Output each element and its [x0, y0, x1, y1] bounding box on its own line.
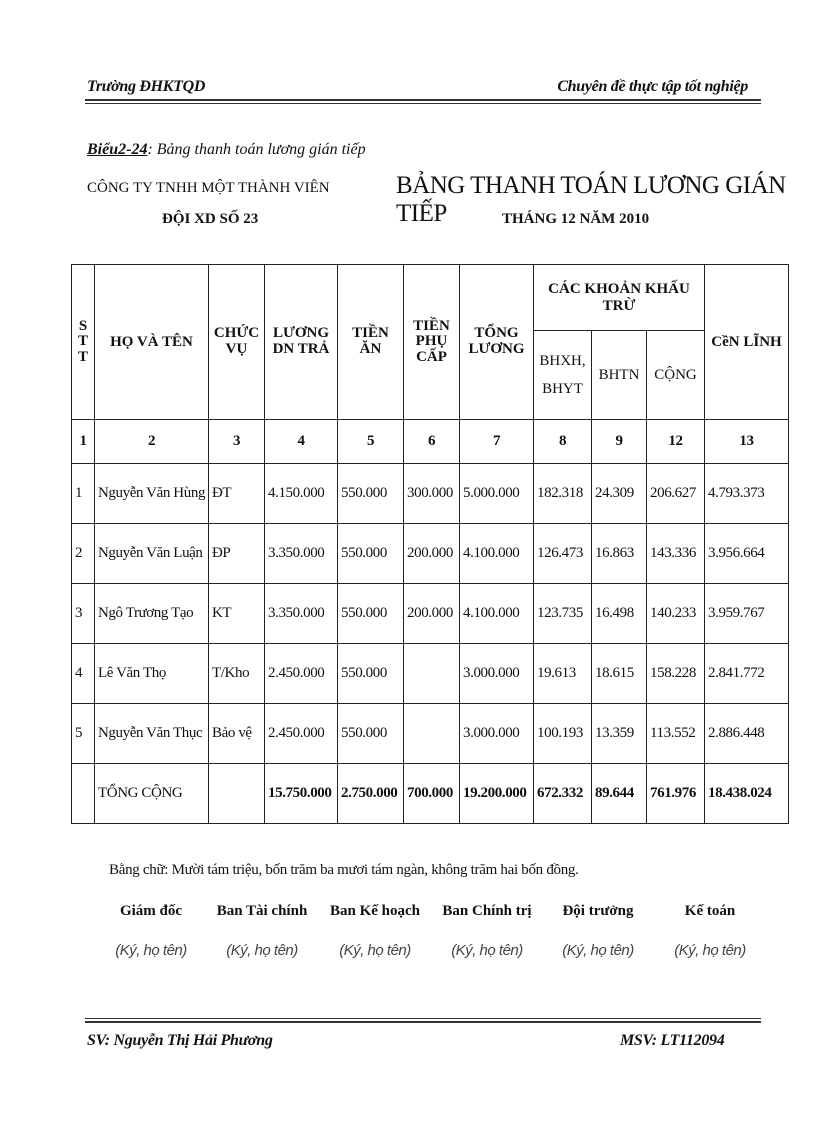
row-position: Bảo vệ: [209, 703, 265, 763]
document-period: THÁNG 12 NĂM 2010: [502, 211, 650, 227]
total-bhxh: 672.332: [534, 763, 592, 823]
payroll-table: [71, 264, 789, 824]
row-stt: 5: [72, 703, 95, 763]
header-rule: [85, 99, 761, 101]
col-number: 3: [209, 420, 265, 463]
signature-note: (Ký, họ tên): [451, 942, 523, 959]
signature-title-accountant: Kế toán: [684, 903, 736, 919]
header-cong: CỘNG: [647, 331, 705, 420]
row-bhxh: 123.735: [534, 583, 592, 643]
signature-note: (Ký, họ tên): [115, 942, 187, 959]
header-salary: LƯƠNG DN TRẢ: [265, 265, 338, 420]
row-net: 2.841.772: [705, 643, 789, 703]
col-number: 12: [647, 420, 705, 463]
table-caption: [87, 141, 366, 159]
company-name: CÔNG TY TNHH MỘT THÀNH VIÊN: [87, 180, 330, 196]
caption-text: : Bảng thanh toán lương gián tiếp: [147, 141, 366, 158]
header-net: CềN LĨNH: [705, 265, 789, 420]
header-position: CHỨC VỤ: [209, 265, 265, 420]
footer-rule-thin: [85, 1018, 761, 1019]
row-position: KT: [209, 583, 265, 643]
row-stt: 3: [72, 583, 95, 643]
row-total: 3.000.000: [460, 643, 534, 703]
total-label: TỔNG CỘNG: [95, 763, 209, 823]
row-cong: 206.627: [647, 463, 705, 523]
header-bhxh: BHXH, BHYT: [534, 331, 592, 420]
amount-in-words: Bằng chữ: Mười tám triệu, bốn trăm ba mươi tám ngàn, không trăm hai bốn đồng.: [109, 862, 579, 878]
table-row: [72, 463, 789, 523]
signature-note: (Ký, họ tên): [674, 942, 746, 959]
col-number: 6: [404, 420, 460, 463]
row-cong: 140.233: [647, 583, 705, 643]
header-bhtn: BHTN: [592, 331, 647, 420]
header-report-type: Chuyên đề thực tập tốt nghiệp: [557, 78, 748, 95]
total-bhtn: 89.644: [592, 763, 647, 823]
row-meal: 550.000: [338, 523, 404, 583]
table-row: [72, 583, 789, 643]
signature-title-director: Giám đốc: [119, 903, 183, 919]
header-name: HỌ VÀ TÊN: [95, 265, 209, 420]
row-meal: 550.000: [338, 703, 404, 763]
row-salary: 3.350.000: [265, 583, 338, 643]
total-total: 19.200.000: [460, 763, 534, 823]
total-position-cell: [209, 763, 265, 823]
header-allowance: TIỀN PHỤ CẤP: [404, 265, 460, 420]
row-cong: 113.552: [647, 703, 705, 763]
total-salary: 15.750.000: [265, 763, 338, 823]
row-bhtn: 13.359: [592, 703, 647, 763]
row-bhxh: 19.613: [534, 643, 592, 703]
row-salary: 2.450.000: [265, 703, 338, 763]
row-total: 4.100.000: [460, 583, 534, 643]
row-bhtn: 18.615: [592, 643, 647, 703]
row-position: ĐP: [209, 523, 265, 583]
row-allowance: [404, 643, 460, 703]
row-bhxh: 182.318: [534, 463, 592, 523]
col-number: 7: [460, 420, 534, 463]
row-position: ĐT: [209, 463, 265, 523]
col-number: 1: [72, 420, 95, 463]
header-stt: S T T: [72, 265, 95, 420]
signature-title-finance: Ban Tài chính: [216, 903, 308, 919]
row-bhtn: 16.863: [592, 523, 647, 583]
footer-student: SV: Nguyễn Thị Hải Phương: [87, 1032, 273, 1049]
signature-note: (Ký, họ tên): [226, 942, 298, 959]
row-bhxh: 126.473: [534, 523, 592, 583]
total-meal: 2.750.000: [338, 763, 404, 823]
row-total: 3.000.000: [460, 703, 534, 763]
row-salary: 3.350.000: [265, 523, 338, 583]
total-row: [72, 763, 789, 823]
row-cong: 158.228: [647, 643, 705, 703]
signature-note: (Ký, họ tên): [562, 942, 634, 959]
row-allowance: [404, 703, 460, 763]
row-net: 3.956.664: [705, 523, 789, 583]
table-row: [72, 643, 789, 703]
col-number: 9: [592, 420, 647, 463]
footer-rule: [85, 1021, 761, 1023]
row-name: Nguyễn Văn Thục: [95, 703, 209, 763]
row-name: Ngô Trương Tạo: [95, 583, 209, 643]
total-stt-cell: [72, 763, 95, 823]
row-bhtn: 24.309: [592, 463, 647, 523]
row-meal: 550.000: [338, 583, 404, 643]
row-bhtn: 16.498: [592, 583, 647, 643]
table-row: [72, 523, 789, 583]
footer-student-id: MSV: LT112094: [620, 1032, 725, 1049]
header-school: Trường ĐHKTQD: [87, 78, 206, 95]
header-meal: TIỀN ĂN: [338, 265, 404, 420]
header-rule-thin: [85, 103, 761, 104]
total-cong: 761.976: [647, 763, 705, 823]
row-cong: 143.336: [647, 523, 705, 583]
row-bhxh: 100.193: [534, 703, 592, 763]
row-total: 4.100.000: [460, 523, 534, 583]
row-salary: 2.450.000: [265, 643, 338, 703]
row-name: Lê Văn Thọ: [95, 643, 209, 703]
total-allowance: 700.000: [404, 763, 460, 823]
col-number: 5: [338, 420, 404, 463]
row-net: 4.793.373: [705, 463, 789, 523]
row-stt: 1: [72, 463, 95, 523]
row-stt: 2: [72, 523, 95, 583]
row-meal: 550.000: [338, 463, 404, 523]
signature-note: (Ký, họ tên): [339, 942, 411, 959]
row-position: T/Kho: [209, 643, 265, 703]
row-name: Nguyễn Văn Luận: [95, 523, 209, 583]
caption-label: Biểu2-24: [87, 141, 148, 158]
signature-title-team-leader: Đội trưởng: [562, 903, 634, 919]
header-total: TỔNG LƯƠNG: [460, 265, 534, 420]
row-total: 5.000.000: [460, 463, 534, 523]
row-meal: 550.000: [338, 643, 404, 703]
row-net: 3.959.767: [705, 583, 789, 643]
company-unit: ĐỘI XD SỐ 23: [162, 211, 259, 227]
signature-title-politics: Ban Chính trị: [442, 903, 532, 919]
row-stt: 4: [72, 643, 95, 703]
row-allowance: 200.000: [404, 583, 460, 643]
column-number-row: [72, 420, 789, 463]
row-allowance: 300.000: [404, 463, 460, 523]
row-net: 2.886.448: [705, 703, 789, 763]
header-deductions: CÁC KHOẢN KHẤU TRỪ: [534, 265, 705, 331]
total-net: 18.438.024: [705, 763, 789, 823]
signature-title-planning: Ban Kế hoạch: [329, 903, 420, 919]
document-title: BẢNG THANH TOÁN LƯƠNG GIÁN TIẾP: [396, 172, 786, 227]
col-number: 4: [265, 420, 338, 463]
col-number: 13: [705, 420, 789, 463]
row-allowance: 200.000: [404, 523, 460, 583]
col-number: 8: [534, 420, 592, 463]
table-row: [72, 703, 789, 763]
row-salary: 4.150.000: [265, 463, 338, 523]
col-number: 2: [95, 420, 209, 463]
row-name: Nguyễn Văn Hùng: [95, 463, 209, 523]
